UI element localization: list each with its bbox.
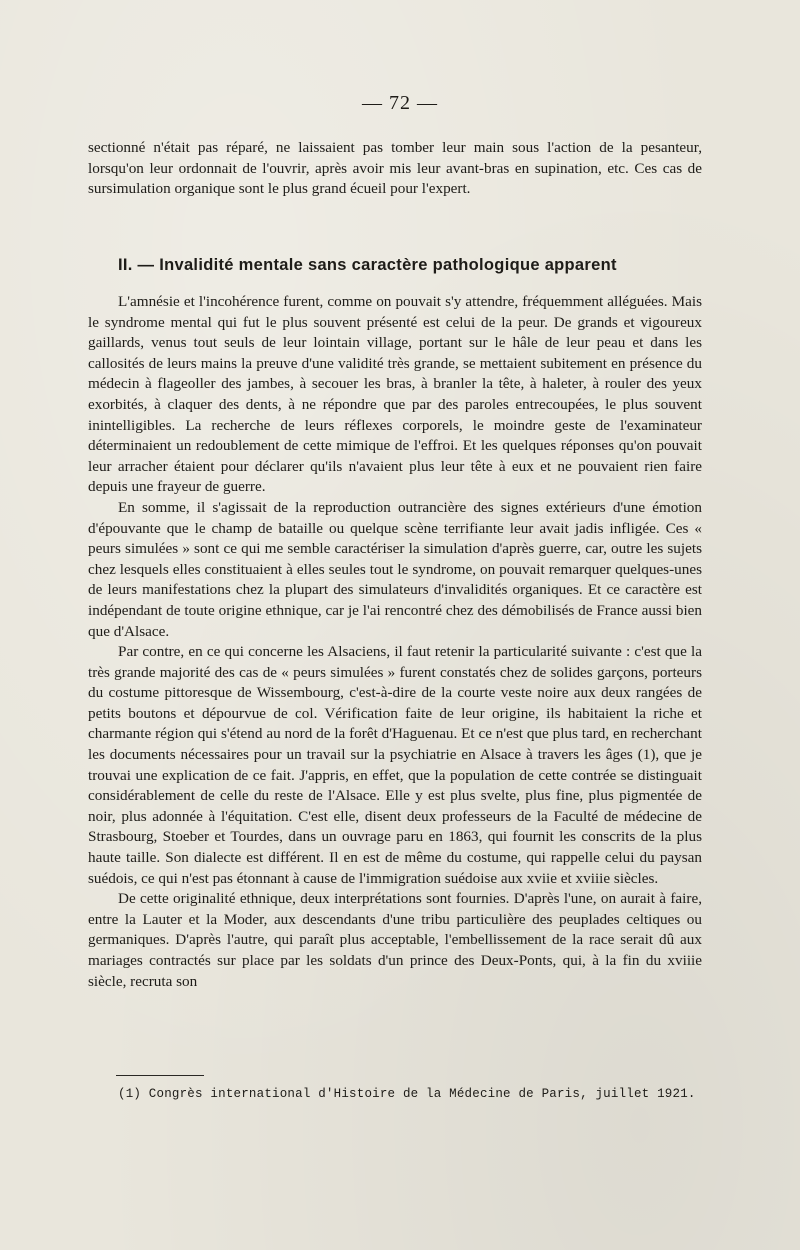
footnote: (1) Congrès international d'Histoire de la Médecine de Paris, juillet 1921. [118,1087,696,1101]
paragraph-ethnic-origin: De cette originalité ethnique, deux interprétations sont fournies. D'après l'une, on aurait à faire, entre la Lauter et la Moder, aux descendants d'une tribu particulière des peuplades celtiques ou germaniques. D'après l'autre, qui paraît plus acceptable, l'embellissement de la race serait dû aux mariages contractés sur place par les soldats d'un prince des Deux-Ponts, qui, à la fin du xviiie siècle, recruta son [88,890,702,990]
footnote-divider [116,1075,204,1076]
paragraph-amnesia-fear: L'amnésie et l'incohérence furent, comme on pouvait s'y attendre, fréquemment alléguées. Mais le syndrome mental qui fut le plus souvent présenté est celui de la peur. De grands et vigoureux gaillards, venus tout seuls de leur lointain village, portant sur le hâle de leur peau et dans les callosités de leurs mains la preuve d'une validité très grande, se mettaient subitement en présence du médecin à flageoller des jambes, à secouer les bras, à branler la tête, à haleter, à rouler des yeux exorbités, à claquer des dents, à ne répondre que par des paroles entrecoupées, le plus souvent inintelligibles. La recherche de leurs réflexes corporels, le moindre geste de l'examinateur déterminaient un redoublement de cette mimique de l'effroi. Et les quelques réponses qu'on pouvait leur arracher étaient pour déclarer qu'ils n'avaient plus leur tête à eux et ne pouvaient rien faire depuis une frayeur de guerre. [88,293,702,496]
intro-paragraph: sectionné n'était pas réparé, ne laissaient pas tomber leur main sous l'action de la pesanteur, lorsqu'on leur ordonnait de l'ouvrir, après avoir mis leur avant-bras en supination, etc. Ces cas de sursimulation organique sont le plus grand écueil pour l'expert. [88,139,702,198]
body-text [88,292,702,992]
section-heading: II. — Invalidité mentale sans caractère pathologique apparent [118,256,617,274]
intro-text [88,138,702,200]
page-number: — 72 — [362,92,438,114]
paragraph-alsatians: Par contre, en ce qui concerne les Alsaciens, il faut retenir la particularité suivante : c'est que la très grande majorité des cas de « peurs simulées » furent constatés chez de solides garçons, porteurs du costume pittoresque de Wissembourg, c'est-à-dire de la courte veste noire aux deux rangées de petits boutons et dépourvue de col. Vérification faite de leur origine, ils habitaient la riche et charmante région qui s'étend au nord de la forêt d'Haguenau. Et ce n'est que plus tard, en recherchant les documents nécessaires pour un travail sur la psychiatrie en Alsace à travers les âges (1), que je trouvai une explication de ce fait. J'appris, en effet, que la population de cette contrée se distinguait considérablement de celle du reste de l'Alsace. Elle y est plus svelte, plus fine, plus pigmentée de noir, plus adonnée à l'équitation. C'est elle, disent deux professeurs de la Faculté de médecine de Strasbourg, Stoeber et Tourdes, dans un ouvrage paru en 1863, qui fournit les conscrits de la plus haute taille. Son dialecte est différent. Il en est de même du costume, qui rappelle celui du paysan suédois, ce qui n'est pas étonnant à cause de l'immigration suédoise aux xviie et xviiie siècles. [88,643,702,887]
paragraph-simulated-fears: En somme, il s'agissait de la reproduction outrancière des signes extérieurs d'une émotion d'épouvante que le champ de bataille ou quelque scène terrifiante leur avait jadis infligée. Ces « peurs simulées » sont ce qui me semble caractériser la simulation d'après guerre, car, outre les sujets chez lesquels elles constituaient à elles seules tout le syndrome, on pouvait remarquer quelques-unes de leurs manifestations chez la plupart des simulateurs d'invalidités organiques. Et ce caractère est indépendant de toute origine ethnique, car je l'ai rencontré chez des démobilisés de France aussi bien que d'Alsace. [88,498,702,640]
